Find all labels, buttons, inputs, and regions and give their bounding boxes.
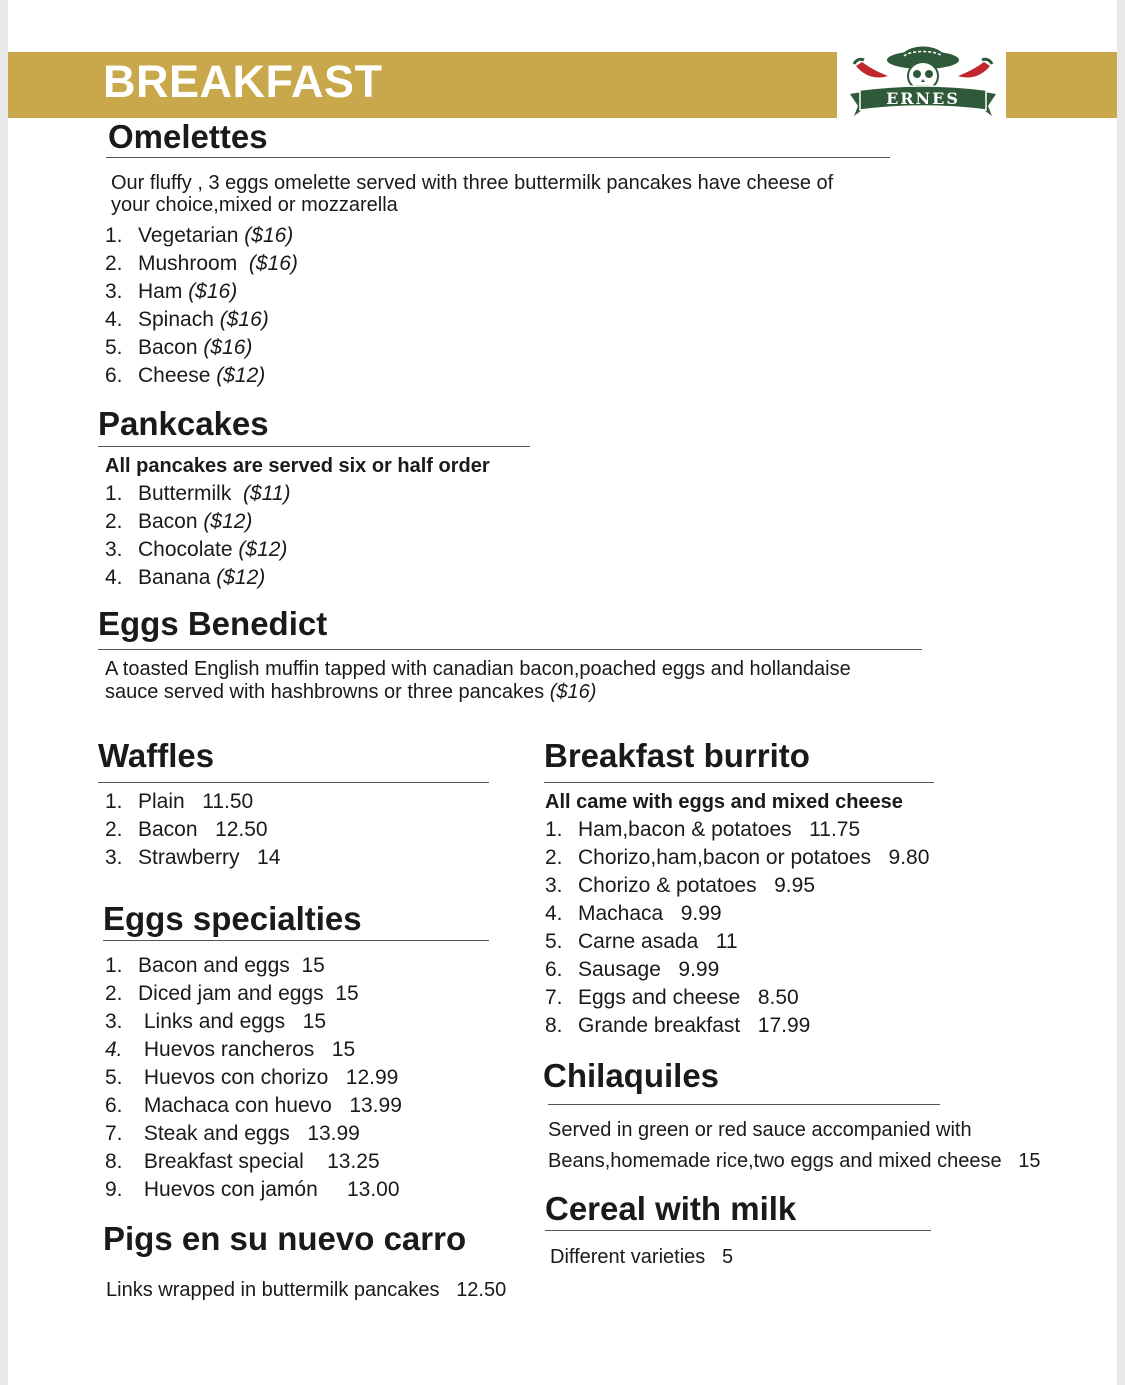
pigs-description: Links wrapped in buttermilk pancakes 12.50 (106, 1279, 507, 1301)
waffles-list (105, 788, 280, 872)
list-item: 3. Chocolate ($12) (105, 538, 288, 561)
restaurant-logo (848, 36, 998, 124)
list-item: 2. Chorizo,ham,bacon or potatoes 9.80 (545, 846, 930, 869)
omelettes-heading: Omelettes (108, 118, 268, 155)
list-item: 1. Buttermilk ($11) (105, 482, 291, 505)
burrito-subtitle: All came with eggs and mixed cheese (545, 791, 903, 813)
burrito-rule (544, 782, 934, 783)
list-item: 9. Huevos con jamón 13.00 (105, 1178, 400, 1201)
list-item: 4. Spinach ($16) (105, 308, 269, 331)
list-item: 6. Sausage 9.99 (545, 958, 720, 981)
eggs-specialties-list (105, 952, 402, 1204)
omelettes-description-2: your choice,mixed or mozzarella (111, 194, 398, 216)
chilaquiles-description-1: Served in green or red sauce accompanied with (548, 1119, 972, 1141)
omelettes-list (105, 222, 298, 390)
eggs-benedict-description-2: sauce served with hashbrowns or three pancakes ($16) (105, 681, 597, 703)
burrito-heading: Breakfast burrito (544, 737, 810, 774)
eggs-benedict-description-1: A toasted English muffin tapped with canadian bacon,poached eggs and hollandaise (105, 658, 851, 680)
burrito-list (545, 816, 929, 1040)
list-item: 6. Machaca con huevo 13.99 (105, 1094, 402, 1117)
list-item: 8. Grande breakfast 17.99 (545, 1014, 811, 1037)
chilaquiles-rule (548, 1104, 940, 1105)
list-item: 8. Breakfast special 13.25 (105, 1150, 380, 1173)
list-item: 5. Carne asada 11 (545, 930, 738, 953)
cereal-rule (545, 1230, 931, 1231)
list-item: 4. Machaca 9.99 (545, 902, 722, 925)
list-item: 2. Mushroom ($16) (105, 252, 298, 275)
chilaquiles-description-2: Beans,homemade rice,two eggs and mixed cheese 15 (548, 1150, 1041, 1172)
omelettes-description-1: Our fluffy , 3 eggs omelette served with three buttermilk pancakes have cheese of (111, 172, 834, 194)
list-item: 6. Cheese ($12) (105, 364, 266, 387)
pancakes-heading: Pankcakes (98, 405, 269, 442)
pigs-heading: Pigs en su nuevo carro (103, 1220, 467, 1257)
cereal-heading: Cereal with milk (545, 1190, 797, 1227)
pancakes-list (105, 480, 291, 592)
pancakes-rule (98, 446, 530, 447)
list-item: 3. Strawberry 14 (105, 846, 281, 869)
pancakes-subtitle: All pancakes are served six or half order (105, 455, 490, 477)
list-item: 7. Eggs and cheese 8.50 (545, 986, 799, 1009)
list-item: 2. Diced jam and eggs 15 (105, 982, 359, 1005)
cereal-description: Different varieties 5 (550, 1246, 734, 1268)
list-item: 2. Bacon ($12) (105, 510, 253, 533)
list-item: 3. Ham ($16) (105, 280, 238, 303)
eggs-specialties-rule (103, 940, 489, 941)
list-item: 3. Links and eggs 15 (105, 1010, 326, 1033)
list-item: 7. Steak and eggs 13.99 (105, 1122, 360, 1145)
header-band-right (1006, 52, 1117, 118)
list-item: 2. Bacon 12.50 (105, 818, 268, 841)
list-item: 5. Bacon ($16) (105, 336, 253, 359)
waffles-rule (98, 782, 489, 783)
list-item: 1. Plain 11.50 (105, 790, 254, 813)
chilaquiles-heading: Chilaquiles (543, 1057, 720, 1094)
list-item: 1. Vegetarian ($16) (105, 224, 294, 247)
list-item: 3. Chorizo & potatoes 9.95 (545, 874, 815, 897)
waffles-heading: Waffles (98, 737, 215, 774)
omelettes-rule (106, 157, 890, 158)
eggs-benedict-rule (98, 649, 922, 650)
eggs-specialties-heading: Eggs specialties (103, 900, 362, 937)
list-item: 4. Banana ($12) (105, 566, 266, 589)
list-item: 4. Huevos rancheros 15 (105, 1038, 356, 1061)
list-item: 1. Bacon and eggs 15 (105, 954, 325, 977)
list-item: 5. Huevos con chorizo 12.99 (105, 1066, 399, 1089)
logo-text: ERNES (886, 89, 960, 108)
eggs-benedict-heading: Eggs Benedict (98, 605, 328, 642)
page-title: BREAKFAST (103, 56, 383, 107)
list-item: 1. Ham,bacon & potatoes 11.75 (545, 818, 861, 841)
